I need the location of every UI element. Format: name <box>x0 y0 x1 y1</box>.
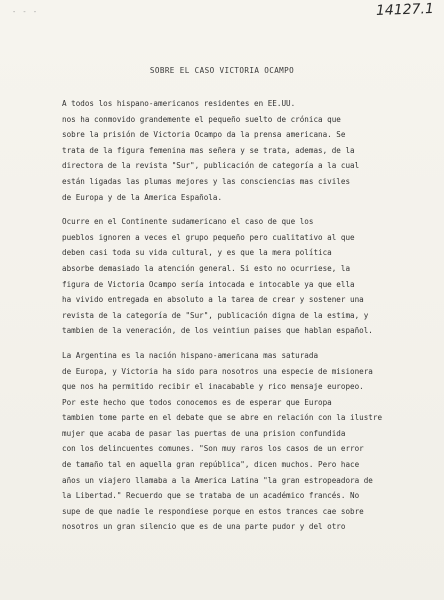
text-line: revista de la categoría de "Sur", publicación digna de la estima, y <box>62 310 369 320</box>
text-line: de Europa, y Victoria ha sido para nosotros una especie de misionera <box>62 366 373 376</box>
text-line: nos ha conmovido grandemente el pequeño suelto de crónica que <box>62 114 341 124</box>
text-line: La Argentina es la nación hispano-americana mas saturada <box>62 350 319 360</box>
text-line: directora de la revista "Sur", publicación de categoría a la cual <box>62 161 360 171</box>
text-line: mujer que acaba de pasar las puertas de una prision confundida <box>62 428 346 438</box>
document-body <box>62 96 402 535</box>
text-line: absorbe demasiado la atención general. Si esto no ocurriese, la <box>62 263 351 273</box>
document-title: SOBRE EL CASO VICTORIA OCAMPO <box>149 66 295 75</box>
text-line: trata de la figura femenina mas señera y se trata, ademas, de la <box>62 145 355 155</box>
text-line: Por este hecho que todos conocemos es de esperar que Europa <box>62 397 332 407</box>
text-line: A todos los hispano-americanos residentes en EE.UU. <box>62 99 296 108</box>
text-line: ha vivido entregada en absoluto a la tarea de crear y sostener una <box>62 295 364 305</box>
archive-number: 14127.1 <box>375 0 435 20</box>
text-line: pueblos ignoren a veces el grupo pequeño pero cualitativo al que <box>62 232 355 242</box>
text-line: figura de Victoria Ocampo sería intocada e intocable ya que ella <box>62 279 355 289</box>
text-line: Ocurre en el Continente sudamericano el caso de que los <box>62 217 314 227</box>
text-line: nosotros un gran silencio que es de una parte pudor y del otro <box>62 522 346 532</box>
text-line: la Libertad." Recuerdo que se trataba de un académico francés. No <box>62 491 360 501</box>
text-line: de Europa y de la America Española. <box>62 192 223 202</box>
text-line: están ligadas las plumas mejores y las consciencias mas civiles <box>62 176 351 186</box>
text-line: deben casi toda su vida cultural, y es que la mera política <box>62 248 332 258</box>
text-line: sobre la prisión de Victoria Ocampo da la prensa americana. Se <box>62 130 346 140</box>
text-line: de tamaño tal en aquella gran república", dicen muchos. Pero hace <box>62 460 360 470</box>
corner-mark: - - - <box>12 8 39 16</box>
text-line: supe de que nadie le respondiese porque en estos trances cae sobre <box>62 506 364 516</box>
text-line: años un viajero llamaba a la America Latina "la gran estropeadora de <box>62 475 373 485</box>
text-line: tambien tome parte en el debate que se abre en relación con la ilustre <box>62 413 383 423</box>
paragraph-gap <box>62 205 402 214</box>
text-line: con los delincuentes comunes. "Son muy raros los casos de un error <box>62 444 364 454</box>
paragraph-gap <box>62 339 402 348</box>
text-line: que nos ha permitido recibir el inacabable y rico mensaje europeo. <box>62 382 364 392</box>
text-line: tambien de la veneración, de los veintiun paises que hablan español. <box>62 326 373 336</box>
